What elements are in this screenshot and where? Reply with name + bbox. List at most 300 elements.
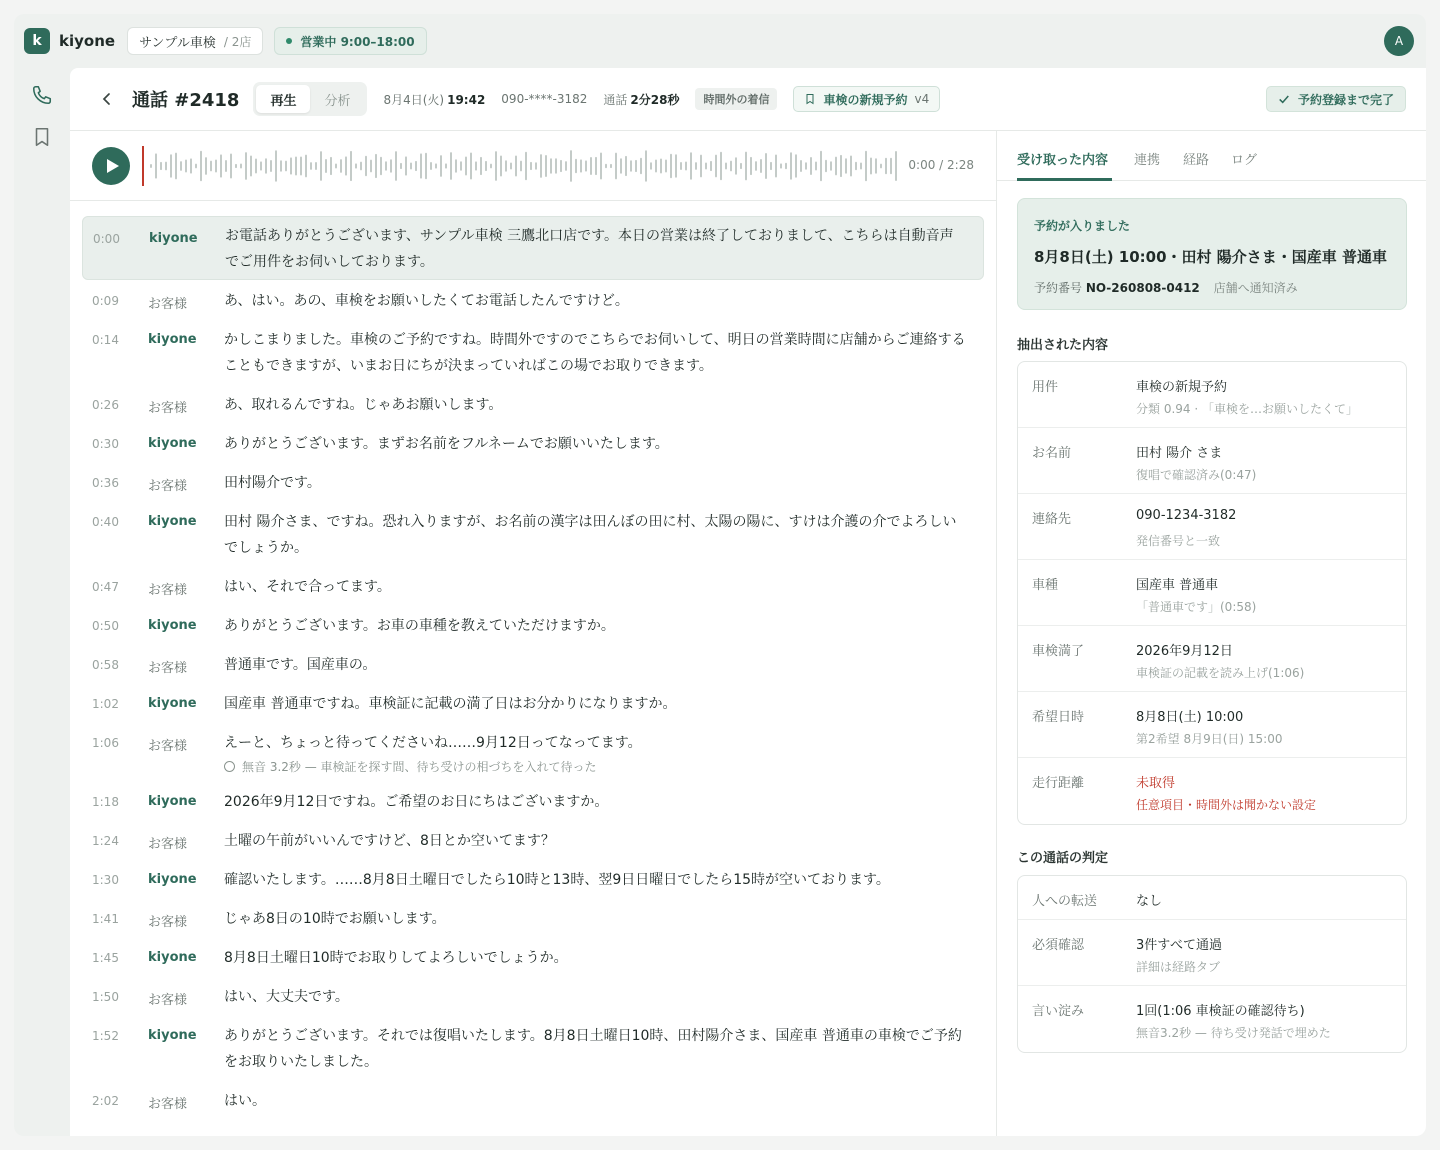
waveform-bar [805,162,807,169]
timestamp[interactable]: 0:36 [92,476,119,490]
waveform-bar [470,152,472,179]
transcript-row[interactable] [82,828,984,867]
bookmark-icon [804,93,816,105]
timestamp[interactable]: 1:50 [92,990,119,1004]
waveform-bar [775,155,777,178]
field-value: 1回(1:06 車検証の確認待ち) [1136,1004,1305,1019]
timestamp[interactable]: 1:52 [92,1029,119,1043]
field-row [1018,626,1406,692]
completion-badge [1266,86,1406,112]
field-key: 車検満了 [1032,644,1085,659]
waveform-bar [820,151,822,182]
waveform-bar [465,156,467,175]
waveform-bar [810,157,812,175]
utterance-text: あ、取れるんですね。じゃあお願いします。 [224,397,503,413]
waveform-bar [715,155,717,178]
waveform-bar [580,159,582,172]
bookmark-icon[interactable] [31,126,53,148]
waveform-bar [305,155,307,178]
extracted-title: 抽出された内容 [1017,338,1109,353]
utterance-text: ありがとうございます。それでは復唱いたします。8月8日土曜日10時、田村陽介さま、国産車 普通車の車検でご予約をお取りいたしました。 [224,1028,962,1070]
field-detail: 任意項目・時間外は聞かない設定 [1136,798,1317,812]
tab-integration[interactable]: 連携 [1134,153,1161,168]
waveform-bar [780,163,782,168]
waveform-bar [350,151,352,181]
waveform-bar [725,163,727,170]
waveform-bar [800,160,802,172]
speaker-label: お客様 [148,583,188,598]
field-row [1018,692,1406,758]
waveform-bar [770,162,772,170]
waveform-bar [660,158,662,173]
waveform-bar [325,159,327,173]
transcript-row[interactable] [82,906,984,945]
timestamp[interactable]: 0:00 [93,232,120,246]
waveform-bar [785,163,787,169]
field-row [1018,920,1406,986]
waveform-bar [750,157,752,175]
waveform-bar [735,157,737,174]
waveform-bar [245,152,247,180]
silence-note: 無音 3.2秒 — 車検証を探す間、待ち受けの相づちを入れて待った [224,758,968,775]
utterance-text: 2026年9月12日ですね。ご希望のお日にちはございますか。 [224,794,609,810]
waveform-bar [335,163,337,168]
waveform-bar [645,150,647,181]
field-value: 車検の新規予約 [1136,380,1228,395]
utterance-text: 普通車です。国産車の。 [224,657,377,673]
timestamp[interactable]: 1:30 [92,873,119,887]
utterance-text: ありがとうございます。お車の車種を教えていただけますか。 [224,618,615,634]
waveform-bar [150,164,152,168]
waveform-bar [320,151,322,181]
waveform-bar [415,161,417,171]
field-detail: 詳細は経路タブ [1136,960,1221,974]
waveform-bar [880,164,882,169]
waveform-bar [690,152,692,180]
timestamp[interactable]: 1:45 [92,951,119,965]
waveform-bar [875,158,877,173]
check-icon [1278,93,1290,105]
field-key: 用件 [1032,380,1059,395]
timestamp[interactable]: 1:02 [92,697,119,711]
field-row [1018,986,1406,1052]
field-value: なし [1136,894,1163,909]
field-detail: 「普通車です」(0:58) [1136,600,1257,614]
waveform-bar [710,161,712,171]
waveform-bar [485,161,487,171]
waveform-bar [330,157,332,175]
main-panel [70,68,1426,1136]
business-status-badge [274,27,426,55]
field-detail: 無音3.2秒 — 待ち受け発話で埋めた [1136,1026,1331,1040]
top-bar [14,14,1426,68]
waveform[interactable] [142,145,902,187]
transcript-row[interactable] [82,867,984,906]
speaker-label: kiyone [148,872,197,887]
waveform-bar [620,158,622,173]
shop-name: サンプル車検 [139,35,216,51]
waveform-bar [370,160,372,173]
extracted-card [1017,361,1407,825]
audio-player [70,131,996,201]
waveform-bar [535,162,537,169]
waveform-bar [890,158,892,175]
waveform-bar [420,153,422,178]
transcript-row[interactable] [82,470,984,509]
waveform-bar [160,162,162,170]
speaker-label: お客様 [148,915,188,930]
tab-analysis[interactable]: 分析 [324,93,351,109]
utterance-text: お電話ありがとうございます、サンプル車検 三鷹北口店です。本日の営業は終了しておりまして、こちらは自動音声でご用件をお伺いしております。 [225,228,954,270]
waveform-bar [680,162,682,170]
waveform-bar [755,161,757,171]
waveform-bar [285,161,287,172]
waveform-bar [515,155,517,176]
field-key: 希望日時 [1032,710,1085,725]
waveform-bar [225,160,227,172]
timestamp[interactable]: 1:41 [92,912,119,926]
waveform-bar [815,161,817,170]
field-value: 国産車 普通車 [1136,578,1219,593]
waveform-bar [705,163,707,170]
waveform-bar [230,153,232,178]
back-arrow-icon[interactable] [100,92,114,106]
transcript-row[interactable] [82,431,984,470]
waveform-bar [200,151,202,181]
field-key: 人への転送 [1032,894,1098,909]
waveform-bar [860,163,862,170]
waveform-bar [280,160,282,171]
speaker-label: お客様 [148,479,188,494]
speaker-label: kiyone [148,618,197,633]
waveform-bar [425,153,427,180]
waveform-bar [855,162,857,171]
speaker-label: お客様 [148,401,188,416]
field-value: 2026年9月12日 [1136,644,1233,659]
call-datetime: 8月4日(火) 19:42 [383,92,486,107]
timestamp[interactable]: 0:09 [92,294,119,308]
waveform-bar [885,158,887,174]
field-key: 走行距離 [1032,776,1085,791]
field-detail: 分類 0.94 · 「車検を…お願いしたくて」 [1136,402,1358,416]
field-key: 必須確認 [1032,938,1085,953]
waveform-bar [685,162,687,171]
avatar[interactable]: A [1384,26,1414,56]
waveform-bar [340,159,342,173]
field-row [1018,494,1406,560]
utterance-text: ありがとうございます。まずお名前をフルネームでお願いいたします。 [224,436,669,452]
waveform-bar [475,161,477,170]
waveform-bar [205,157,207,175]
call-duration: 通話 2分28秒 [603,92,680,107]
speaker-label: お客様 [148,1097,188,1112]
waveform-bar [215,160,217,173]
transcript-row[interactable] [82,945,984,984]
waveform-bar [500,155,502,176]
play-button[interactable] [92,147,130,185]
waveform-bar [445,163,447,168]
field-key: お名前 [1032,446,1072,461]
tab-route[interactable]: 経路 [1183,153,1210,168]
utterance-text: 確認いたします。……8月8日土曜日でしたら10時と13時、翌9日日曜日でしたら15時が空いております。 [224,872,890,888]
utterance-text: 土曜の午前がいいんですけど、8日とか空いてます？ [224,833,555,849]
transcript-row[interactable] [82,984,984,1023]
transcript-row[interactable] [82,216,984,280]
speaker-label: お客様 [148,661,188,676]
completion-label: 予約登録まで完了 [1297,92,1394,107]
waveform-bar [490,164,492,169]
waveform-bar [195,164,197,169]
transcript-row[interactable] [82,288,984,327]
waveform-bar [610,164,612,168]
waveform-bar [155,153,157,178]
waveform-bar [550,158,552,174]
timestamp[interactable]: 1:06 [92,736,119,750]
app-logo: k [24,28,50,54]
booking-heading: 予約が入りました [1034,219,1131,233]
utterance-text: 8月8日土曜日10時でお取りしてよろしいでしょうか。 [224,950,568,966]
waveform-bar [260,161,262,170]
timestamp[interactable]: 0:40 [92,515,119,529]
waveform-bar [455,159,457,173]
utterance-text: あ、はい。あの、車検をお願いしたくてお電話したんですけど。 [224,293,629,309]
waveform-bar [625,156,627,176]
utterance-text: はい。 [224,1093,266,1109]
verdict-card [1017,875,1407,1053]
field-value: 未取得 [1136,776,1176,791]
waveform-bar [730,161,732,172]
waveform-bar [505,160,507,172]
intent-tag[interactable] [793,86,940,112]
waveform-bar [665,160,667,173]
active-tab-indicator [1017,178,1112,181]
page-title: 通話 #2418 [132,90,240,111]
waveform-bar [395,151,397,181]
utterance-text: 田村 陽介さま、ですね。恐れ入りますが、お名前の漢字は田んぼの田に村、太陽の陽に、すけは介護の介でよろしいでしょうか。 [224,514,957,556]
speaker-label: kiyone [148,1028,197,1043]
timestamp[interactable]: 0:26 [92,398,119,412]
waveform-bar [865,151,867,182]
booking-number-line: 予約番号 NO-260808-0412 店舗へ通知済み [1034,281,1298,295]
field-detail: 発信番号と一致 [1136,534,1221,548]
waveform-bar [850,155,852,176]
waveform-bar [295,157,297,176]
waveform-bar [365,156,367,176]
transcript-row[interactable] [82,691,984,730]
utterance-text: 田村陽介です。 [224,475,321,491]
transcript-row[interactable] [82,392,984,431]
waveform-bar [635,160,637,172]
after-hours-badge: 時間外の着信 [695,88,777,110]
utterance-text: えーと、ちょっと待ってくださいね……9月12日ってなってます。 [224,735,642,751]
transcript-row[interactable] [82,1088,984,1127]
waveform-bar [235,164,237,168]
waveform-bar [650,162,652,169]
transcript-row[interactable] [82,574,984,613]
waveform-bar [165,162,167,171]
waveform-bar [265,158,267,174]
field-key: 言い淀み [1032,1004,1085,1019]
field-key: 車種 [1032,578,1059,593]
intent-version: v4 [914,92,930,106]
speaker-label: お客様 [148,739,188,754]
waveform-bar [605,164,607,169]
waveform-bar [310,162,312,170]
waveform-bar [655,159,657,172]
waveform-bar [290,157,292,174]
waveform-bar [615,153,617,180]
caller-number: 090-****-3182 [501,92,588,106]
waveform-bar [845,158,847,173]
waveform-bar [740,163,742,169]
transcript-row[interactable] [82,613,984,652]
waveform-bar [405,156,407,175]
waveform-bar [570,150,572,182]
utterance-text: 国産車 普通車ですね。車検証に記載の満了日はお分かりになりますか。 [224,696,677,712]
status-text: 営業中 9:00–18:00 [300,34,415,49]
status-dot-icon [286,38,292,44]
speaker-label: お客様 [148,297,188,312]
field-row [1018,362,1406,428]
tab-received[interactable]: 受け取った内容 [1017,153,1109,168]
field-detail: 復唱で確認済み(0:47) [1136,468,1257,482]
waveform-bar [460,161,462,170]
waveform-bar [510,163,512,170]
waveform-bar [170,154,172,177]
waveform-bar [175,153,177,180]
playhead[interactable] [142,146,144,186]
transcript-row[interactable] [82,789,984,828]
booking-summary: 8月8日(土) 10:00・田村 陽介さま・国産車 普通車 [1034,248,1387,266]
waveform-bar [345,156,347,175]
speaker-label: kiyone [148,332,197,347]
field-row [1018,758,1406,824]
waveform-bar [255,159,257,174]
call-meta [383,86,940,112]
notified-status: 店舗へ通知済み [1213,281,1298,295]
waveform-bar [720,152,722,181]
waveform-bar [840,155,842,177]
speaker-label: kiyone [148,514,197,529]
waveform-bar [450,152,452,180]
call-header [70,68,1426,131]
timestamp[interactable]: 0:14 [92,333,119,347]
waveform-bar [575,159,577,173]
timestamp[interactable]: 0:50 [92,619,119,633]
waveform-bar [480,157,482,175]
field-value: 8月8日(土) 10:00 [1136,710,1244,725]
waveform-bar [695,162,697,170]
phone-icon[interactable] [31,84,53,106]
speaker-label: kiyone [148,950,197,965]
waveform-bar [565,161,567,171]
waveform-bar [315,162,317,170]
verdict-title: この通話の判定 [1017,851,1109,866]
left-rail [14,68,70,1136]
tab-play[interactable]: 再生 [256,85,310,113]
waveform-bar [300,157,302,176]
waveform-bar [495,151,497,181]
waveform-bar [545,155,547,177]
waveform-bar [585,160,587,171]
timestamp[interactable]: 0:47 [92,580,119,594]
field-value: 090-1234-3182 [1136,508,1237,523]
app-frame [14,14,1426,1136]
waveform-bar [270,160,272,172]
clock-icon [224,761,235,772]
timestamp[interactable]: 1:18 [92,795,119,809]
transcript-row[interactable] [82,509,984,574]
waveform-bar [400,163,402,169]
waveform-bar [835,157,837,176]
view-toggle [253,82,367,116]
waveform-bar [555,158,557,174]
speaker-label: kiyone [148,794,197,809]
waveform-bar [765,153,767,179]
waveform-bar [520,161,522,172]
waveform-bar [250,155,252,176]
waveform-bar [560,160,562,172]
field-row [1018,560,1406,626]
right-panel [996,131,1426,1136]
waveform-bar [590,157,592,175]
transcript-list [82,216,984,1127]
waveform-bar [390,159,392,173]
waveform-bar [790,152,792,180]
waveform-bar [895,151,897,181]
utterance-text: かしこまりました。車検のご予約ですね。時間外ですのでこちらでお伺いして、明日の営業時間に店舗からご連絡することもできますが、いまお日にちが決まっていればこの場でお取りできます。 [224,332,966,374]
transcript-row[interactable] [82,327,984,392]
waveform-bar [240,163,242,168]
waveform-bar [275,150,277,182]
transcript-row[interactable] [82,1023,984,1088]
waveform-bar [385,161,387,170]
waveform-bar [375,154,377,178]
transcript-row[interactable] [82,652,984,691]
waveform-bar [525,152,527,181]
utterance-text: じゃあ8日の10時でお願いします。 [224,911,446,927]
shop-selector[interactable] [127,27,263,55]
field-value: 3件すべて通過 [1136,938,1223,953]
booking-number: NO-260808-0412 [1085,281,1200,295]
playback-time: 0:00 / 2:28 [908,158,974,172]
field-key: 連絡先 [1032,512,1072,527]
waveform-bar [360,162,362,171]
waveform-bar [430,162,432,170]
speaker-label: お客様 [148,837,188,852]
timestamp[interactable]: 0:58 [92,658,119,672]
timestamp[interactable]: 1:24 [92,834,119,848]
waveform-bar [190,158,192,173]
waveform-bar [220,154,222,177]
utterance-text: はい、大丈夫です。 [224,989,349,1005]
waveform-bar [210,161,212,172]
tab-log[interactable]: ログ [1231,153,1258,168]
field-row [1018,428,1406,494]
transcript-row[interactable] [82,730,984,789]
timestamp[interactable]: 2:02 [92,1094,119,1108]
waveform-bar [675,154,677,177]
waveform-bar [795,154,797,178]
waveform-bar [870,158,872,175]
waveform-bar [180,161,182,171]
timestamp[interactable]: 0:30 [92,437,119,451]
speaker-label: kiyone [148,436,197,451]
field-value: 田村 陽介 さま [1136,446,1223,461]
utterance-text: はい、それで合ってます。 [224,579,391,595]
right-tabs [997,131,1426,181]
waveform-bar [355,163,357,168]
